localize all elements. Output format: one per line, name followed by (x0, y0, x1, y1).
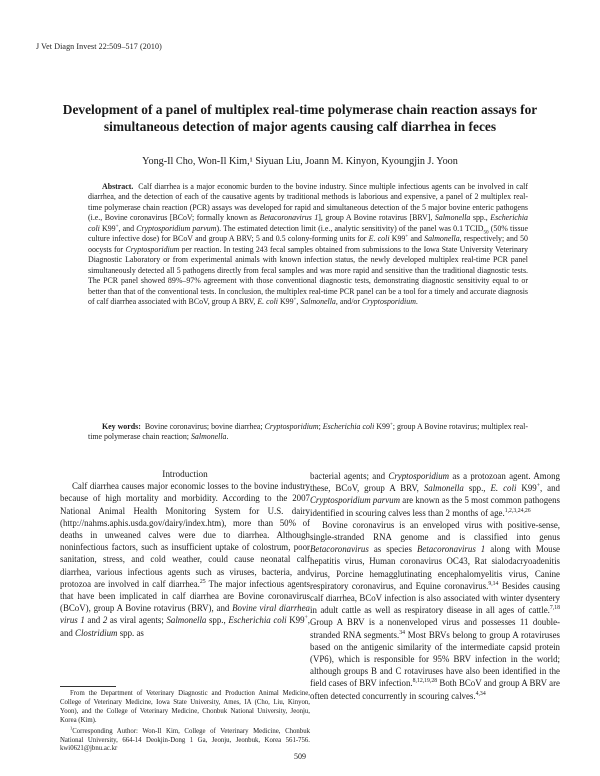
section-heading-introduction: Introduction (162, 469, 208, 479)
footnote-divider (60, 686, 116, 687)
footnote-affiliation: From the Department of Veterinary Diagnostic and Production Animal Medicine, College of Veterinary Medicine, Iowa State University, Ames, IA (Cho, Liu, Kinyon, Yoon), and the College of Veterinary Medicine, Chonbuk National University, Jeonju, Korea (Kim). (60, 690, 310, 724)
keywords: Key words: Bovine coronavirus; bovine diarrhea; Cryptosporidium; Escherichia coli K99+; group A Bovine rotavirus; multiplex real-time polymerase chain reaction; Salmonella. (88, 421, 528, 442)
page-number: 509 (294, 752, 306, 761)
footnote-corresponding-author: $^1$Corresponding Author: Won-Il Kim, College of Veterinary Medicine, Chonbuk National University, 664-14 Deokjin-Dong 1 Ga, Jeonju, Jeonbuk, Korea 561-756. kwi0621@jbnu.ac.kr (60, 725, 310, 753)
author-list: Yong-Il Cho, Won-Il Kim,¹ Siyuan Liu, Joann M. Kinyon, Kyoungjin J. Yoon (142, 156, 458, 167)
left-column (60, 468, 310, 639)
right-paragraph-2: Bovine coronavirus is an enveloped virus with positive-sense, single-stranded RNA genome and is classified into genus Betacoronavirus as species Betacoronavirus 1 along with Mouse hepatitis virus, Human coronavirus OC43, Rat sialodacryoadenitis virus, Porcine hemagglutinating encephalomyelitis virus, Canine respiratory coronavirus, and Equine coronavirus.$^{9,14}$ Besides causing calf diarrhea, BCoV infection is also associated with winter dysentery in adult cattle as well as respiratory disease in all ages of cattle.$^{7,18}$ Group A BRV is a nonenveloped virus and possesses 11 double-stranded RNA segments.$^{34}$ Most BRVs belong to group A rotaviruses based on the antigenic similarity of the intermediate capsid protein (VP6), which is responsible for 95% BRV infection in the world; although groups B and C rotaviruses have also been identified in the field cases of BRV infection.$^{8,12,19,28}$ Both BCoV and group A BRV are often detected concurrently in scouring calves.$^{4,34}$ (310, 519, 560, 701)
intro-paragraph: Calf diarrhea causes major economic losses to the bovine industry because of high mortality and morbidity. According to the 2007 National Animal Health Monitoring System for U.S. dairy (http://nahms.aphis.usda.gov/dairy/index.htm), more than 50% of deaths in unweaned calves were due to diarrhea. Although noninfectious factors, such as insufficient uptake of colostrum, poor sanitation, stress, and cold weather, could cause neonatal calf diarrhea, various infectious agents such as viruses, bacteria, and protozoa are involved in calf diarrhea.$^{25}$ The major infectious agents that have been implicated in calf diarrhea are Bovine coronavirus (BCoV), group A Bovine rotavirus (BRV), and Bovine viral diarrhea virus 1 and 2 as viral agents; Salmonella spp., Escherichia coli K99+, and Clostridium spp. as (60, 481, 311, 638)
footnotes (60, 690, 310, 756)
abstract-label: Abstract. (102, 182, 134, 191)
article-title: Development of a panel of multiplex real-time polymerase chain reaction assays for simultaneous detection of major agents causing calf diarrhea in feces (62, 102, 538, 134)
keywords-label: Key words: (102, 422, 141, 431)
right-paragraph-1: bacterial agents; and Cryptosporidium as a protozoan agent. Among these, BCoV, group A BRV, Salmonella spp., E. coli K99+, and Cryptosporidium parvum are known as the 5 most common pathogens identified in scouring calves less than 2 months of age.$^{1,2,3,24,26}$ (310, 471, 560, 518)
journal-reference: J Vet Diagn Invest 22:509–517 (2010) (36, 42, 162, 51)
right-column (310, 470, 560, 702)
abstract: Abstract. Calf diarrhea is a major economic burden to the bovine industry. Since multiple infectious agents can be involved in calf diarrhea, and the detection of each of the causative agents by traditional methods is laborious and expensive, a panel of 2 multiplex real-time polymerase chain reaction (PCR) assays was developed for rapid and simultaneous detection of the 5 major bovine enteric pathogens (i.e., Bovine coronavirus [BCoV; formally known as Betacoronavirus 1], group A Bovine rotavirus [BRV], Salmonella spp., Escherichia coli K99+, and Cryptosporidium parvum). The estimated detection limit (i.e., analytic sensitivity) of the panel was 0.1 $TCID_{50}$ (50% tissue culture infective dose) for BCoV and group A BRV; 5 and 0.5 colony-forming units for E. coli K99+ and Salmonella, respectively; and 50 oocysts for Cryptosporidium per reaction. In testing 243 fecal samples obtained from submissions to the Iowa State University Veterinary Diagnostic Laboratory or from experimental animals with known infection status, the newly developed multiplex real-time PCR panel simultaneously detected all 5 pathogens directly from fecal samples and was more rapid and sensitive than the traditional diagnostic tests. The PCR panel showed 89%–97% agreement with those conventional diagnostic tests, demonstrating diagnostic sensitivity equal to or better than that of the conventional tests. In conclusion, the multiplex real-time PCR panel can be a tool for a timely and accurate diagnosis of calf diarrhea associated with BCoV, group A BRV, E. coli K99+, Salmonella, and/or Cryptosporidium. (88, 182, 529, 306)
